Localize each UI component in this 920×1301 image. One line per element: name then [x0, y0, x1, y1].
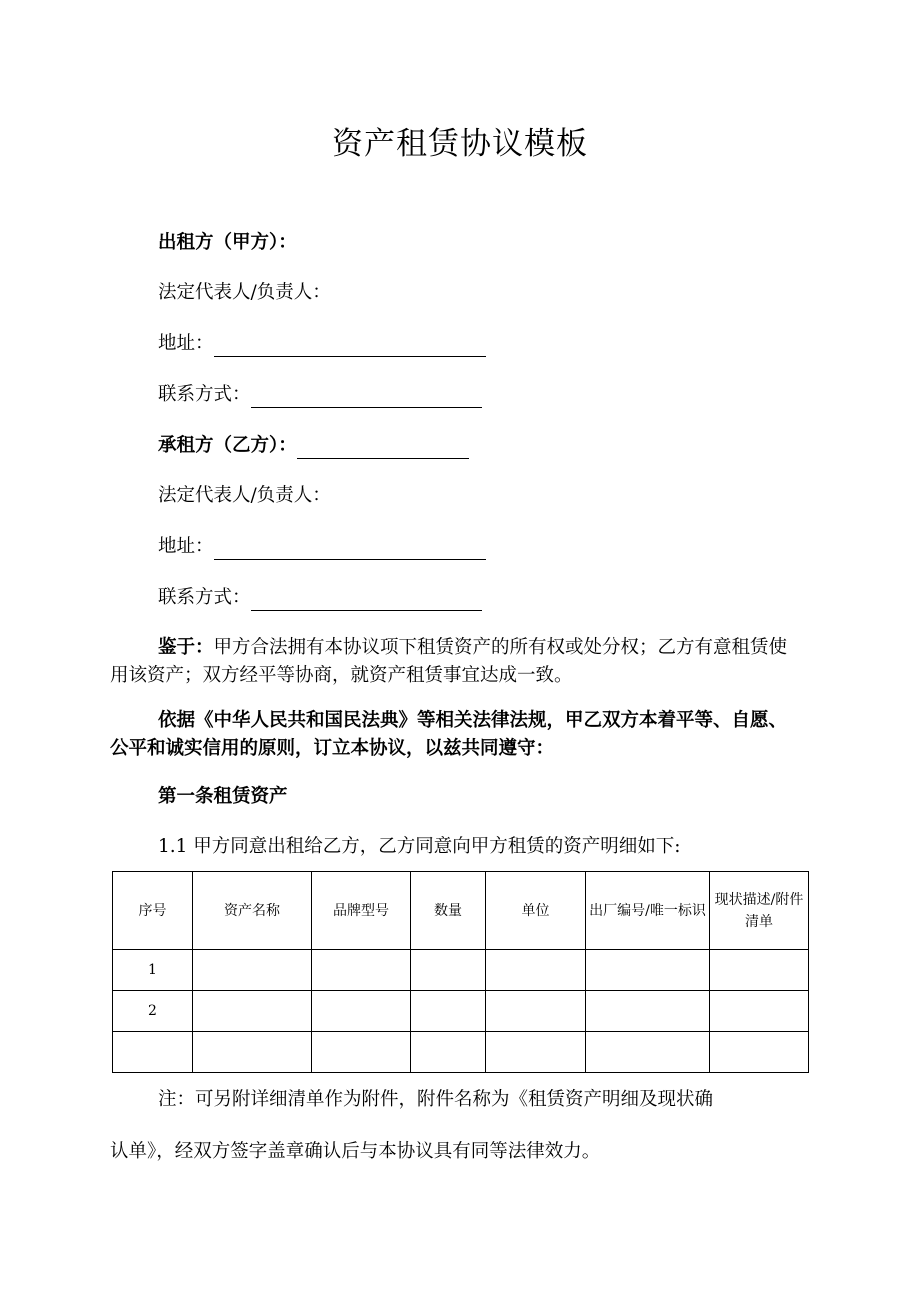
table-cell[interactable] [312, 1032, 411, 1073]
table-cell[interactable] [586, 1032, 710, 1073]
article1-heading: 第一条租赁资产 [158, 786, 288, 807]
table-cell[interactable] [710, 950, 809, 991]
lessee-heading: 承租方（乙方）： [158, 435, 297, 456]
header-cell: 品牌型号 [312, 872, 411, 950]
lessee-address-blank[interactable] [214, 537, 486, 560]
lessor-address-row [158, 331, 486, 357]
lessor-contact-blank[interactable] [251, 385, 482, 408]
header-cell: 资产名称 [193, 872, 312, 950]
lessee-contact-row [158, 585, 482, 611]
lessee-contact-blank[interactable] [251, 588, 482, 611]
table-cell[interactable] [411, 1032, 486, 1073]
clause-1-1: 1.1 甲方同意出租给乙方，乙方同意向甲方租赁的资产明细如下: [158, 836, 681, 857]
table-header-row [113, 872, 809, 950]
page-title: 资产租赁协议模板 [332, 126, 588, 162]
note-line-2: 认单》，经双方签字盖章确认后与本协议具有同等法律效力。 [110, 1141, 601, 1162]
table-cell[interactable] [411, 950, 486, 991]
whereas-lead: 鉴于： [158, 637, 214, 658]
lessor-rep-label: 法定代表人/负责人： [158, 282, 331, 303]
lessee-address-label: 地址： [158, 536, 214, 557]
table-cell[interactable] [486, 991, 586, 1032]
table-cell[interactable] [193, 991, 312, 1032]
asset-table [112, 871, 809, 1073]
lessor-address-label: 地址： [158, 333, 214, 354]
header-cell: 数量 [411, 872, 486, 950]
note-line-1: 注：可另附详细清单作为附件，附件名称为《租赁资产明细及现状确 [158, 1089, 714, 1110]
table-cell[interactable] [710, 991, 809, 1032]
lessee-address-row [158, 534, 486, 560]
lessor-contact-row [158, 382, 482, 408]
table-cell[interactable] [312, 991, 411, 1032]
table-cell[interactable] [486, 950, 586, 991]
header-cell: 序号 [113, 872, 193, 950]
basis-paragraph: 依据《中华人民共和国民法典》等相关法律法规，甲乙双方本着平等、自愿、公平和诚实信用的原则，订立本协议，以兹共同遵守： [110, 710, 788, 759]
lessee-heading-row [158, 433, 469, 459]
table-cell[interactable] [710, 1032, 809, 1073]
lessor-heading: 出租方（甲方）： [158, 232, 297, 253]
table-row [113, 1032, 809, 1073]
whereas-paragraph [110, 634, 802, 690]
table-row [113, 950, 809, 991]
table-cell[interactable] [586, 991, 710, 1032]
whereas-text: 甲方合法拥有本协议项下租赁资产的所有权或处分权；乙方有意租赁使用该资产；双方经平等协商，就资产租赁事宜达成一致。 [110, 637, 788, 686]
lessor-contact-label: 联系方式： [158, 384, 251, 405]
table-row [113, 991, 809, 1032]
table-cell[interactable] [312, 950, 411, 991]
table-cell[interactable] [586, 950, 710, 991]
table-cell[interactable] [486, 1032, 586, 1073]
lessee-contact-label: 联系方式： [158, 587, 251, 608]
lessor-address-blank[interactable] [214, 334, 486, 357]
header-cell: 现状描述/附件清单 [710, 872, 809, 950]
lessee-rep-label: 法定代表人/负责人： [158, 485, 331, 506]
header-cell: 出厂编号/唯一标识 [586, 872, 710, 950]
table-cell[interactable] [113, 1032, 193, 1073]
table-cell[interactable] [193, 950, 312, 991]
table-cell[interactable] [193, 1032, 312, 1073]
header-cell: 单位 [486, 872, 586, 950]
table-cell[interactable]: 2 [113, 991, 193, 1032]
table-cell[interactable] [411, 991, 486, 1032]
lessee-name-blank[interactable] [297, 436, 469, 459]
table-cell[interactable]: 1 [113, 950, 193, 991]
